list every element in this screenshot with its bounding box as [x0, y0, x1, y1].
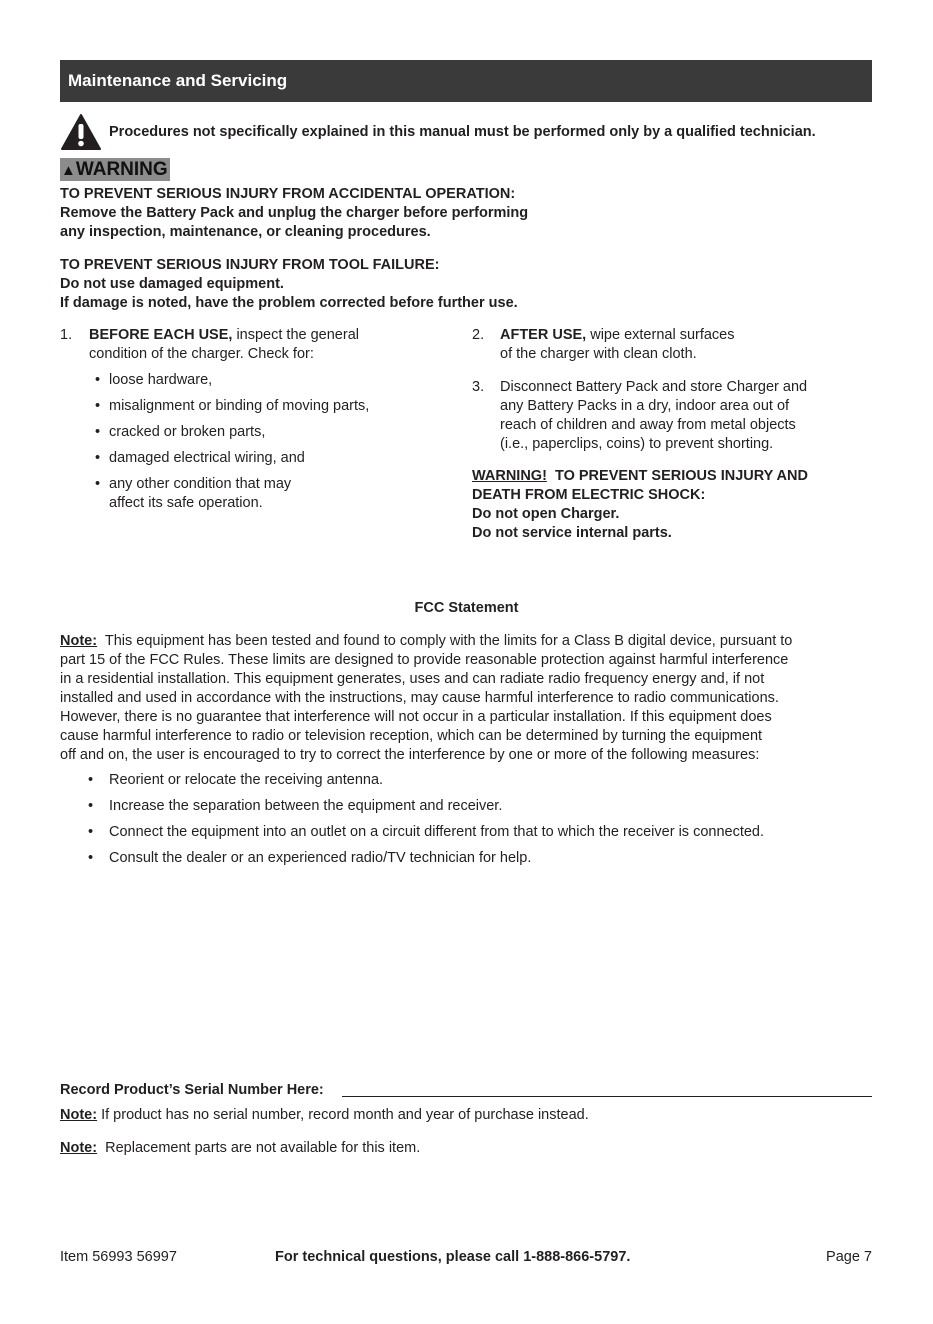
bullet-dot: •	[95, 372, 101, 388]
step-1-text	[89, 326, 359, 345]
step-3-line: reach of children and away from metal objects	[500, 417, 796, 433]
fcc-paragraph-line: in a residential installation. This equipment generates, uses and can radiate radio frequency energy and, if not	[60, 671, 765, 687]
step-2-rest: wipe external surfaces	[586, 327, 735, 343]
fcc-note-label: Note:	[60, 633, 98, 649]
warning-accidental-line: any inspection, maintenance, or cleaning procedures.	[60, 224, 431, 240]
warning-sign-icon: ▲	[61, 162, 76, 179]
serial-note	[60, 1106, 589, 1125]
section-header	[60, 60, 872, 102]
serial-note-label: Note:	[60, 1107, 98, 1123]
step-1-bold: BEFORE EACH USE,	[89, 327, 233, 343]
warning-failure-line: If damage is noted, have the problem corrected before further use.	[60, 295, 518, 311]
parts-note-label: Note:	[60, 1140, 98, 1156]
step-3-line: (i.e., paperclips, coins) to prevent shorting.	[500, 436, 774, 452]
fcc-title: FCC Statement	[414, 600, 519, 616]
shock-warning-heading	[472, 467, 808, 486]
fcc-measure-item: Connect the equipment into an outlet on a circuit different from that to which the receiver is connected.	[109, 824, 765, 840]
fcc-paragraph-line: cause harmful interference to radio or television reception, which can be determined by turning the equipment	[60, 728, 763, 744]
step-3-line: any Battery Packs in a dry, indoor area out of	[500, 398, 790, 414]
warning-triangle-icon	[60, 113, 102, 151]
caution-text: Procedures not specifically explained in this manual must be performed only by a qualified technician.	[109, 124, 816, 140]
step-2-bold: AFTER USE,	[500, 327, 587, 343]
bullet-dot: •	[88, 850, 94, 866]
step-1-rest: inspect the general	[232, 327, 359, 343]
step-2-line2: of the charger with clean cloth.	[500, 346, 697, 362]
shock-warning-line: DEATH FROM ELECTRIC SHOCK:	[472, 487, 706, 503]
step-number: 2.	[472, 327, 485, 343]
fcc-paragraph-line: installed and used in accordance with the instructions, may cause harmful interference to radio communications.	[60, 690, 779, 706]
shock-warning-line1: TO PREVENT SERIOUS INJURY AND	[546, 468, 808, 484]
check-item: cracked or broken parts,	[109, 424, 266, 440]
serial-number-label: Record Product’s Serial Number Here:	[60, 1082, 324, 1098]
footer-contact: For technical questions, please call 1-888-866-5797.	[275, 1249, 631, 1265]
fcc-measure-item: Consult the dealer or an experienced radio/TV technician for help.	[109, 850, 532, 866]
fcc-paragraph-line: off and on, the user is encouraged to try to correct the interference by one or more of the following measures:	[60, 747, 760, 763]
warning-failure-heading: TO PREVENT SERIOUS INJURY FROM TOOL FAILURE:	[60, 257, 440, 273]
step-3-line: Disconnect Battery Pack and store Charger and	[500, 379, 808, 395]
check-item: misalignment or binding of moving parts,	[109, 398, 370, 414]
parts-note-text: Replacement parts are not available for this item.	[97, 1140, 421, 1156]
serial-note-text: If product has no serial number, record month and year of purchase instead.	[97, 1107, 589, 1123]
fcc-measure-item: Reorient or relocate the receiving antenna.	[109, 772, 384, 788]
serial-number-field[interactable]	[342, 1096, 872, 1097]
parts-note	[60, 1139, 420, 1158]
bullet-dot: •	[88, 798, 94, 814]
check-item: any other condition that may	[109, 476, 292, 492]
footer-item-number: Item 56993 56997	[60, 1249, 177, 1265]
check-item-continued: affect its safe operation.	[109, 495, 263, 511]
check-item: damaged electrical wiring, and	[109, 450, 305, 466]
check-item: loose hardware,	[109, 372, 213, 388]
step-number: 1.	[60, 327, 73, 343]
fcc-paragraph-line: part 15 of the FCC Rules. These limits are designed to provide reasonable protection against harmful interference	[60, 652, 789, 668]
warning-badge	[60, 158, 170, 181]
section-title: Maintenance and Servicing	[68, 71, 288, 90]
footer-page-number: Page 7	[826, 1249, 872, 1265]
shock-warning-line: Do not service internal parts.	[472, 525, 672, 541]
fcc-paragraph-line	[60, 632, 792, 651]
bullet-dot: •	[88, 824, 94, 840]
step-2-text	[500, 326, 735, 345]
step-1-line2: condition of the charger. Check for:	[89, 346, 314, 362]
step-number: 3.	[472, 379, 485, 395]
warning-accidental-heading: TO PREVENT SERIOUS INJURY FROM ACCIDENTAL OPERATION:	[60, 186, 516, 202]
fcc-line-text: This equipment has been tested and found to comply with the limits for a Class B digital device, pursuant to	[97, 633, 793, 649]
shock-warning-line: Do not open Charger.	[472, 506, 620, 522]
bullet-dot: •	[95, 476, 101, 492]
shock-warning-word: WARNING!	[472, 468, 547, 484]
warning-accidental-line: Remove the Battery Pack and unplug the charger before performing	[60, 205, 529, 221]
bullet-dot: •	[95, 398, 101, 414]
bullet-dot: •	[95, 424, 101, 440]
bullet-dot: •	[88, 772, 94, 788]
fcc-measure-item: Increase the separation between the equipment and receiver.	[109, 798, 503, 814]
warning-failure-line: Do not use damaged equipment.	[60, 276, 284, 292]
warning-badge-label: WARNING	[75, 159, 168, 180]
bullet-dot: •	[95, 450, 101, 466]
fcc-paragraph-line: However, there is no guarantee that interference will not occur in a particular installation. If this equipment does	[60, 709, 772, 725]
